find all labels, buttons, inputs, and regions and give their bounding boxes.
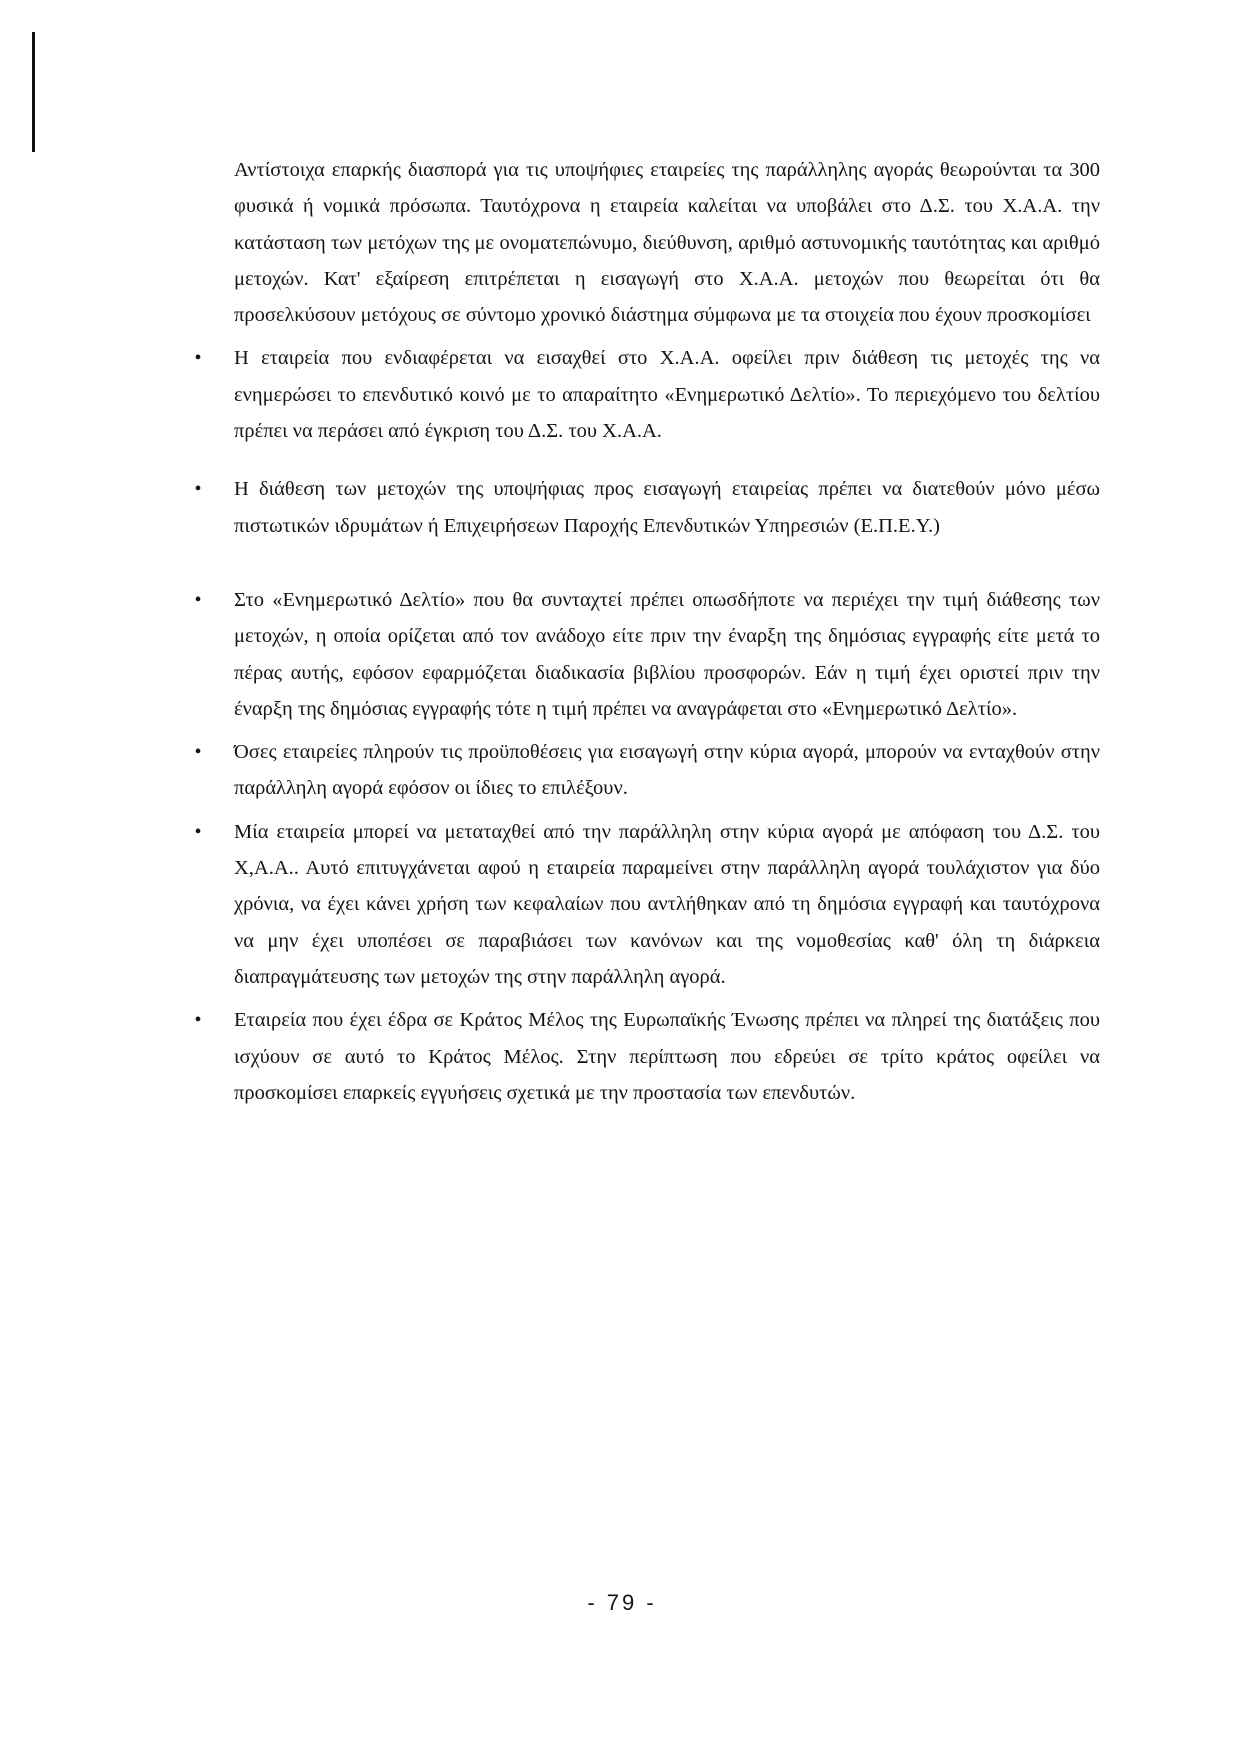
- bullet-icon: •: [194, 741, 202, 764]
- bullet-icon: •: [194, 588, 202, 611]
- list-item: [194, 814, 1100, 995]
- list-item-text: Εταιρεία που έχει έδρα σε Κράτος Μέλος της Ευρωπαϊκής Ένωσης πρέπει να πληρεί της διατάξεις που ισχύουν σε αυτό το Κράτος Μέλος. Στην περίπτωση που εδρεύει σε τρίτο κράτος οφείλει να προσκομίσει επαρκείς εγγυήσεις σχετικά με την προστασία των επενδυτών.: [234, 1009, 1100, 1104]
- list-item: [194, 340, 1100, 449]
- margin-rule: [32, 32, 35, 152]
- document-body: [194, 152, 1100, 1111]
- bullet-list: [194, 340, 1100, 1111]
- bullet-icon: •: [194, 478, 202, 501]
- bullet-icon: •: [194, 347, 202, 370]
- list-item: [194, 1002, 1100, 1111]
- list-item-text: Η διάθεση των μετοχών της υποψήφιας προς εισαγωγή εταιρείας πρέπει να διατεθούν μόνο μέσω πιστωτικών ιδρυμάτων ή Επιχειρήσεων Παροχής Επενδυτικών Υπηρεσιών (Ε.Π.Ε.Υ.): [234, 478, 1100, 537]
- spacer: [234, 544, 1100, 582]
- spacer: [234, 807, 1100, 814]
- list-item-text: Μία εταιρεία μπορεί να μεταταχθεί από την παράλληλη στην κύρια αγορά με απόφαση του Δ.Σ. του Χ,Α.Α.. Αυτό επιτυγχάνεται αφού η εταιρεία παραμείνει στην παράλληλη αγορά τουλάχιστον για δύο χρόνια, να έχει κάνει χρήση των κεφαλαίων που αντλήθηκαν από τη δημόσια εγγραφή και ταυτόχρονα να μην έχει υποπέσει σε παραβιάσει των κανόνων και της νομοθεσίας καθ' όλη τη διάρκεια διαπραγμάτευσης των μετοχών της στην παράλληλη αγορά.: [234, 820, 1100, 988]
- list-item: [194, 582, 1100, 727]
- spacer: [234, 449, 1100, 471]
- list-item-text: Στο «Ενημερωτικό Δελτίο» που θα συνταχτεί πρέπει οπωσδήποτε να περιέχει την τιμή διάθεσης των μετοχών, η οποία ορίζεται από τον ανάδοχο είτε πριν την έναρξη της δημόσιας εγγραφής είτε μετά το πέρας αυτής, εφόσον εφαρμόζεται διαδικασία βιβλίου προσφορών. Εάν η τιμή έχει οριστεί πριν την έναρξη της δημόσιας εγγραφής τότε η τιμή πρέπει να αναγράφεται στο «Ενημερωτικό Δελτίο».: [234, 588, 1100, 720]
- list-item-text: Η εταιρεία που ενδιαφέρεται να εισαχθεί στο Χ.Α.Α. οφείλει πριν διάθεση τις μετοχές της να ενημερώσει το επενδυτικό κοινό με το απαραίτητο «Ενημερωτικό Δελτίο». Το περιεχόμενο του δελτίου πρέπει να περάσει από έγκριση του Δ.Σ. του Χ.Α.Α.: [234, 347, 1100, 443]
- spacer: [234, 995, 1100, 1002]
- bullet-icon: •: [194, 820, 202, 843]
- intro-paragraph: Αντίστοιχα επαρκής διασπορά για τις υποψήφιες εταιρείες της παράλληλης αγοράς θεωρούνται τα 300 φυσικά ή νομικά πρόσωπα. Ταυτόχρονα η εταιρεία καλείται να υποβάλει στο Δ.Σ. του Χ.Α.Α. την κατάσταση των μετόχων της με ονοματεπώνυμο, διεύθυνση, αριθμό αστυνομικής ταυτότητας και αριθμό μετοχών. Κατ' εξαίρεση επιτρέπεται η εισαγωγή στο Χ.Α.Α. μετοχών που θεωρείται ότι θα προσελκύσουν μετόχους σε σύντομο χρονικό διάστημα σύμφωνα με τα στοιχεία που έχουν προσκομίσει: [234, 159, 1100, 327]
- list-item: [194, 471, 1100, 544]
- list-item-text: Όσες εταιρείες πληρούν τις προϋποθέσεις για εισαγωγή στην κύρια αγορά, μπορούν να ενταχθούν στην παράλληλη αγορά εφόσον οι ίδιες το επιλέξουν.: [234, 741, 1100, 800]
- bullet-icon: •: [194, 1009, 202, 1032]
- page-number: - 79 -: [587, 1590, 657, 1615]
- spacer: [234, 333, 1100, 340]
- list-item: [194, 734, 1100, 807]
- spacer: [234, 727, 1100, 734]
